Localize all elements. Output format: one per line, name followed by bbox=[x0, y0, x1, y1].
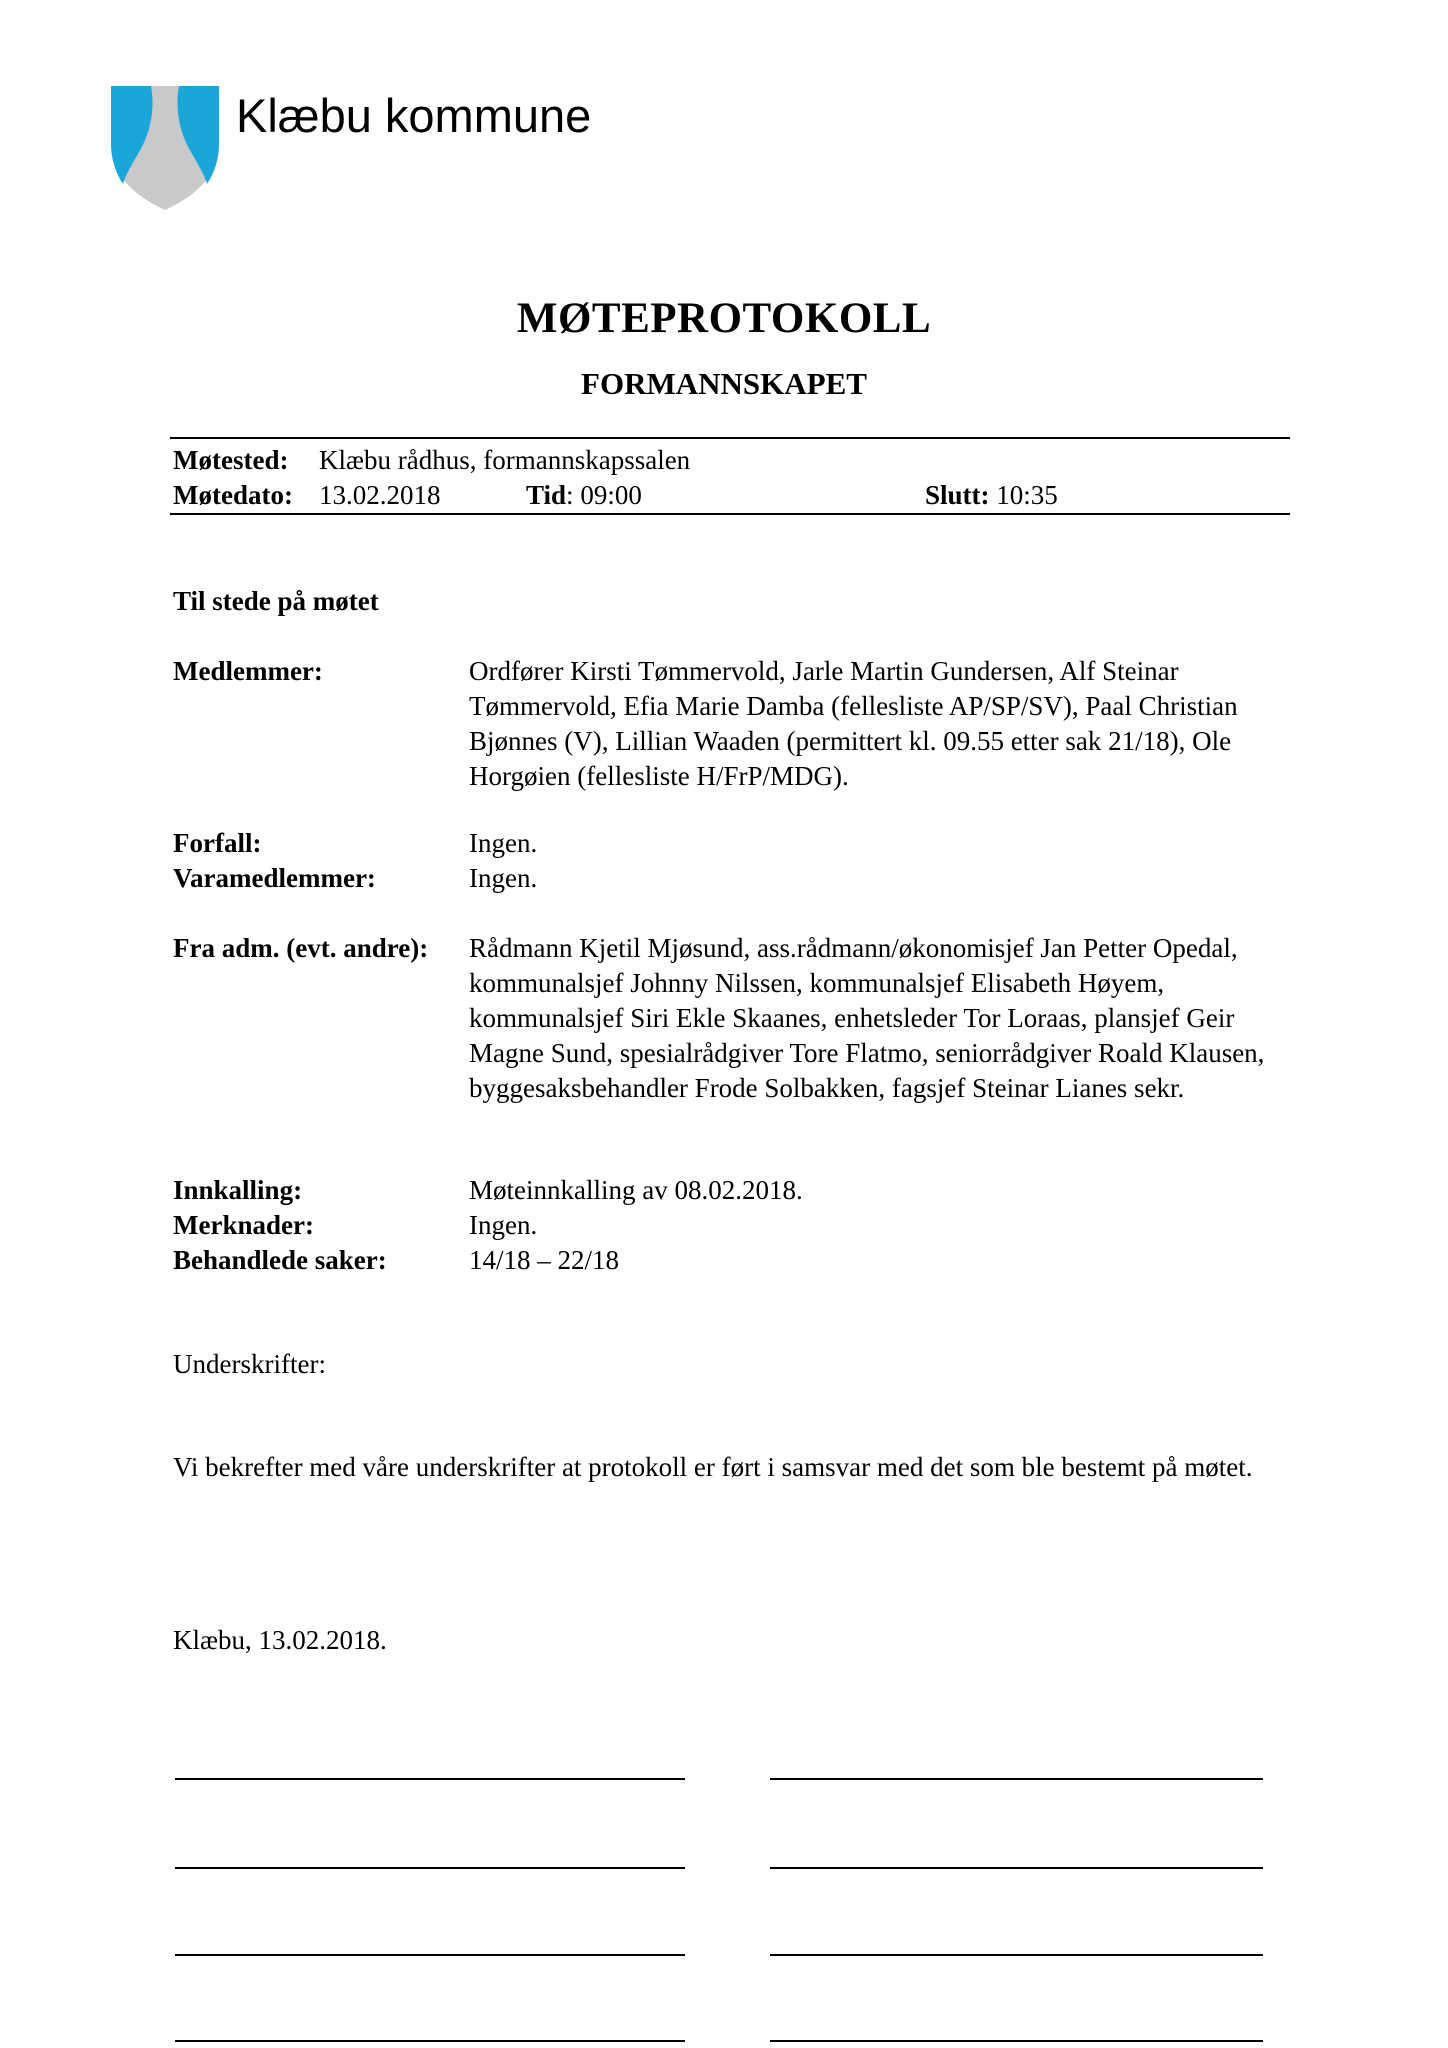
date-value: 13.02.2018 bbox=[319, 480, 441, 510]
remarks-label: Merknader: bbox=[173, 1210, 314, 1240]
place-label: Møtested: bbox=[173, 445, 289, 475]
cases-label: Behandlede saker: bbox=[173, 1245, 387, 1275]
end-value: 10:35 bbox=[989, 480, 1058, 510]
end-time-field bbox=[925, 478, 1058, 513]
signature-line bbox=[770, 1867, 1263, 1869]
summons-value: Møteinnkalling av 08.02.2018. bbox=[469, 1175, 803, 1205]
absent-label: Forfall: bbox=[173, 828, 262, 858]
organization-name: Klæbu kommune bbox=[236, 89, 592, 142]
document-title: MØTEPROTOKOLL bbox=[516, 295, 932, 342]
remarks-value: Ingen. bbox=[469, 1210, 538, 1240]
place-value: Klæbu rådhus, formannskapssalen bbox=[319, 445, 691, 475]
signature-line bbox=[175, 1867, 685, 1869]
summons-label: Innkalling: bbox=[173, 1175, 303, 1205]
date-label: Møtedato: bbox=[173, 480, 293, 510]
signature-line bbox=[175, 1778, 685, 1780]
time-separator: : bbox=[566, 480, 581, 510]
end-label: Slutt: bbox=[925, 480, 990, 510]
signature-line bbox=[175, 1954, 685, 1956]
signature-line bbox=[770, 1778, 1263, 1780]
members-label: Medlemmer: bbox=[173, 656, 323, 686]
attendance-heading: Til stede på møtet bbox=[173, 586, 379, 616]
deputies-label: Varamedlemmer: bbox=[173, 863, 376, 893]
time-field bbox=[526, 478, 642, 513]
divider-top bbox=[170, 437, 1290, 439]
signatures-statement: Vi bekrefter med våre underskrifter at protokoll er ført i samsvar med det som ble bestemt på møtet. bbox=[173, 1452, 1253, 1482]
signature-line bbox=[770, 2040, 1263, 2042]
document-subtitle: FORMANNSKAPET bbox=[581, 366, 867, 401]
signature-line bbox=[175, 2040, 685, 2042]
signatures-place-date: Klæbu, 13.02.2018. bbox=[173, 1625, 387, 1655]
time-value: 09:00 bbox=[580, 480, 642, 510]
cases-value: 14/18 – 22/18 bbox=[469, 1245, 620, 1275]
admin-label: Fra adm. (evt. andre): bbox=[173, 933, 429, 963]
coat-of-arms-icon bbox=[111, 86, 219, 210]
deputies-value: Ingen. bbox=[469, 863, 538, 893]
absent-value: Ingen. bbox=[469, 828, 538, 858]
signature-line bbox=[770, 1954, 1263, 1956]
divider-bottom bbox=[170, 513, 1290, 515]
time-label: Tid bbox=[526, 480, 567, 510]
members-value: Ordfører Kirsti Tømmervold, Jarle Martin Gundersen, Alf Steinar Tømmervold, Efia Marie Damba (fellesliste AP/SP/SV), Paal Christian Bjønnes (V), Lillian Waaden (permittert kl. 09.55 etter sak 21/18), Ole Horgøien (fellesliste H/FrP/MDG). bbox=[469, 656, 1238, 791]
signatures-heading: Underskrifter: bbox=[173, 1349, 326, 1379]
admin-value: Rådmann Kjetil Mjøsund, ass.rådmann/økonomisjef Jan Petter Opedal, kommunalsjef Johnny Nilssen, kommunalsjef Elisabeth Høyem, kommunalsjef Siri Ekle Skaanes, enhetsleder Tor Loraas, plansjef Geir Magne Sund, spesialrådgiver Tore Flatmo, seniorrådgiver Roald Klausen, byggesaksbehandler Frode Solbakken, fagsjef Steinar Lianes sekr. bbox=[469, 933, 1265, 1103]
